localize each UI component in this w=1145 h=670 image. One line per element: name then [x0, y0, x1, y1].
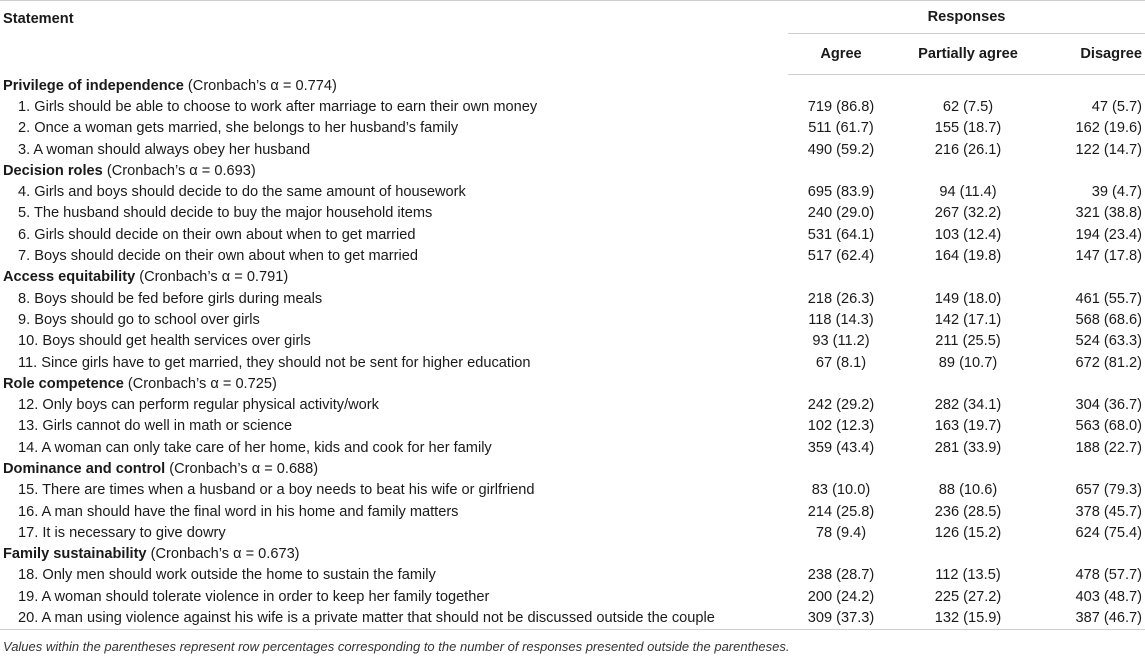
agree-cell: 517 (62.4) [807, 248, 875, 265]
statement-cell: 13. Girls cannot do well in math or science [18, 418, 293, 435]
disagree-column-header: Disagree [1042, 34, 1145, 75]
disagree-cell: 147 (17.8) [1075, 248, 1142, 265]
section-name: Family sustainability [3, 546, 147, 563]
agree-cell: 242 (29.2) [807, 397, 875, 414]
section-name: Access equitability [3, 269, 136, 286]
table-row [0, 437, 1145, 458]
section-header-row [0, 75, 1145, 97]
statement-cell: 8. Boys should be fed before girls during meals [18, 290, 323, 307]
partially-agree-cell: 126 (15.2) [934, 524, 1002, 541]
table-row [0, 288, 1145, 309]
section-header-row [0, 544, 1145, 565]
partially-agree-cell: 163 (19.7) [934, 418, 1002, 435]
statement-cell: 10. Boys should get health services over girls [18, 333, 311, 350]
partially-agree-cell: 155 (18.7) [934, 120, 1002, 137]
section-header-cell [0, 267, 1145, 288]
statement-cell: 14. A woman can only take care of her home, kids and cook for her family [18, 439, 492, 456]
statement-cell: 3. A woman should always obey her husband [18, 141, 311, 158]
disagree-cell: 524 (63.3) [1075, 333, 1142, 350]
partially-agree-cell: 225 (27.2) [934, 588, 1002, 605]
table-row [0, 607, 1145, 629]
section-header-cell [0, 458, 1145, 479]
section-name: Decision roles [3, 162, 103, 179]
table-row [0, 224, 1145, 245]
agree-cell: 83 (10.0) [811, 482, 871, 499]
section-header-cell [0, 75, 1145, 97]
table-row [0, 565, 1145, 586]
table-row [0, 394, 1145, 415]
disagree-cell: 624 (75.4) [1075, 524, 1142, 541]
statement-cell: 9. Boys should go to school over girls [18, 311, 260, 328]
section-header-row [0, 458, 1145, 479]
section-header-cell [0, 160, 1145, 181]
table-row [0, 522, 1145, 543]
agree-cell: 118 (14.3) [808, 311, 874, 328]
statement-cell: 6. Girls should decide on their own about when to get married [18, 226, 416, 243]
partially-agree-cell: 281 (33.9) [934, 439, 1002, 456]
table-header [0, 1, 1145, 75]
table-row [0, 416, 1145, 437]
partially-agree-cell: 164 (19.8) [934, 248, 1002, 265]
partially-agree-cell: 282 (34.1) [934, 397, 1002, 414]
table-row [0, 118, 1145, 139]
section-alpha: (Cronbach’s α = 0.688) [169, 460, 319, 477]
disagree-cell: 403 (48.7) [1075, 588, 1142, 605]
statement-cell: 12. Only boys can perform regular physical activity/work [18, 397, 379, 414]
agree-cell: 200 (24.2) [807, 588, 875, 605]
statement-cell: 4. Girls and boys should decide to do the same amount of housework [18, 184, 466, 201]
statement-cell: 5. The husband should decide to buy the major household items [18, 205, 433, 222]
agree-cell: 102 (12.3) [807, 418, 875, 435]
disagree-cell: 387 (46.7) [1042, 607, 1145, 629]
disagree-cell: 194 (23.4) [1075, 226, 1142, 243]
partially-agree-cell: 142 (17.1) [934, 311, 1002, 328]
partially-agree-cell: 267 (32.2) [934, 205, 1002, 222]
agree-cell: 490 (59.2) [807, 141, 875, 158]
partially-agree-cell: 103 (12.4) [934, 226, 1002, 243]
agree-cell: 214 (25.8) [807, 503, 875, 520]
partially-agree-column-header: Partially agree [894, 34, 1042, 75]
disagree-cell: 563 (68.0) [1075, 418, 1142, 435]
section-header-cell [0, 544, 1145, 565]
disagree-cell: 162 (19.6) [1075, 120, 1142, 137]
agree-cell: 719 (86.8) [807, 98, 875, 115]
table-row [0, 501, 1145, 522]
statement-cell: 19. A woman should tolerate violence in order to keep her family together [18, 588, 490, 605]
section-header-cell [0, 373, 1145, 394]
partially-agree-cell: 149 (18.0) [934, 290, 1002, 307]
agree-cell: 309 (37.3) [788, 607, 894, 629]
disagree-cell: 657 (79.3) [1075, 482, 1142, 499]
section-header-row [0, 267, 1145, 288]
table-row [0, 203, 1145, 224]
section-alpha: (Cronbach’s α = 0.693) [106, 162, 256, 179]
partially-agree-cell: 236 (28.5) [934, 503, 1002, 520]
disagree-cell: 122 (14.7) [1075, 141, 1142, 158]
partially-agree-cell: 94 (11.4) [939, 184, 997, 201]
agree-cell: 359 (43.4) [807, 439, 875, 456]
statement-cell: 1. Girls should be able to choose to work after marriage to earn their own money [18, 98, 538, 115]
disagree-cell: 321 (38.8) [1075, 205, 1142, 222]
statement-cell: 20. A man using violence against his wife is a private matter that should not be discussed outside the couple [0, 607, 788, 629]
partially-agree-cell: 216 (26.1) [934, 141, 1002, 158]
table-row [0, 96, 1145, 117]
agree-column-header: Agree [788, 34, 894, 75]
section-name: Role competence [3, 375, 124, 392]
section-header-row [0, 373, 1145, 394]
agree-cell: 93 (11.2) [812, 333, 870, 350]
disagree-cell: 478 (57.7) [1075, 567, 1142, 584]
agree-cell: 511 (61.7) [808, 120, 874, 137]
table-row [0, 309, 1145, 330]
partially-agree-cell: 211 (25.5) [935, 333, 1001, 350]
disagree-cell: 461 (55.7) [1075, 290, 1142, 307]
partially-agree-cell: 132 (15.9) [894, 607, 1042, 629]
table-row [0, 480, 1145, 501]
agree-cell: 695 (83.9) [807, 184, 875, 201]
statement-cell: 11. Since girls have to get married, they should not be sent for higher education [18, 354, 531, 371]
disagree-cell: 47 (5.7) [1091, 98, 1142, 115]
table-body [0, 75, 1145, 630]
partially-agree-cell: 89 (10.7) [938, 354, 998, 371]
table-footnote: Values within the parentheses represent row percentages corresponding to the number of responses presented outside the parentheses. [3, 639, 790, 654]
statement-cell: 7. Boys should decide on their own about when to get married [18, 248, 418, 265]
table-row [0, 331, 1145, 352]
disagree-cell: 378 (45.7) [1075, 503, 1142, 520]
partially-agree-cell: 112 (13.5) [935, 567, 1001, 584]
table-row [0, 181, 1145, 202]
section-alpha: (Cronbach’s α = 0.725) [127, 375, 277, 392]
agree-cell: 531 (64.1) [807, 226, 875, 243]
agree-cell: 238 (28.7) [807, 567, 875, 584]
section-header-row [0, 160, 1145, 181]
header-row-top [0, 1, 1145, 34]
disagree-cell: 39 (4.7) [1091, 184, 1142, 201]
disagree-cell: 304 (36.7) [1075, 397, 1142, 414]
agree-cell: 240 (29.0) [807, 205, 875, 222]
table-row [0, 586, 1145, 607]
section-name: Privilege of independence [3, 77, 184, 94]
section-alpha: (Cronbach’s α = 0.673) [150, 546, 300, 563]
section-alpha: (Cronbach’s α = 0.774) [187, 77, 337, 94]
disagree-cell: 672 (81.2) [1075, 354, 1142, 371]
disagree-cell: 568 (68.6) [1075, 311, 1142, 328]
section-alpha: (Cronbach’s α = 0.791) [139, 269, 289, 286]
section-name: Dominance and control [3, 460, 166, 477]
table-row [0, 139, 1145, 160]
statement-cell: 15. There are times when a husband or a boy needs to beat his wife or girlfriend [18, 482, 535, 499]
table-row [0, 352, 1145, 373]
responses-group-header: Responses [788, 1, 1145, 34]
statement-column-header: Statement [0, 1, 788, 75]
statement-cell: 2. Once a woman gets married, she belongs to her husband’s family [18, 120, 459, 137]
statement-cell: 16. A man should have the final word in his home and family matters [18, 503, 459, 520]
agree-cell: 67 (8.1) [815, 354, 867, 371]
partially-agree-cell: 62 (7.5) [942, 98, 994, 115]
statement-cell: 18. Only men should work outside the home to sustain the family [18, 567, 436, 584]
agree-cell: 218 (26.3) [807, 290, 875, 307]
partially-agree-cell: 88 (10.6) [938, 482, 998, 499]
agree-cell: 78 (9.4) [815, 524, 867, 541]
statement-cell: 17. It is necessary to give dowry [18, 524, 226, 541]
disagree-cell: 188 (22.7) [1075, 439, 1142, 456]
table-row [0, 245, 1145, 266]
